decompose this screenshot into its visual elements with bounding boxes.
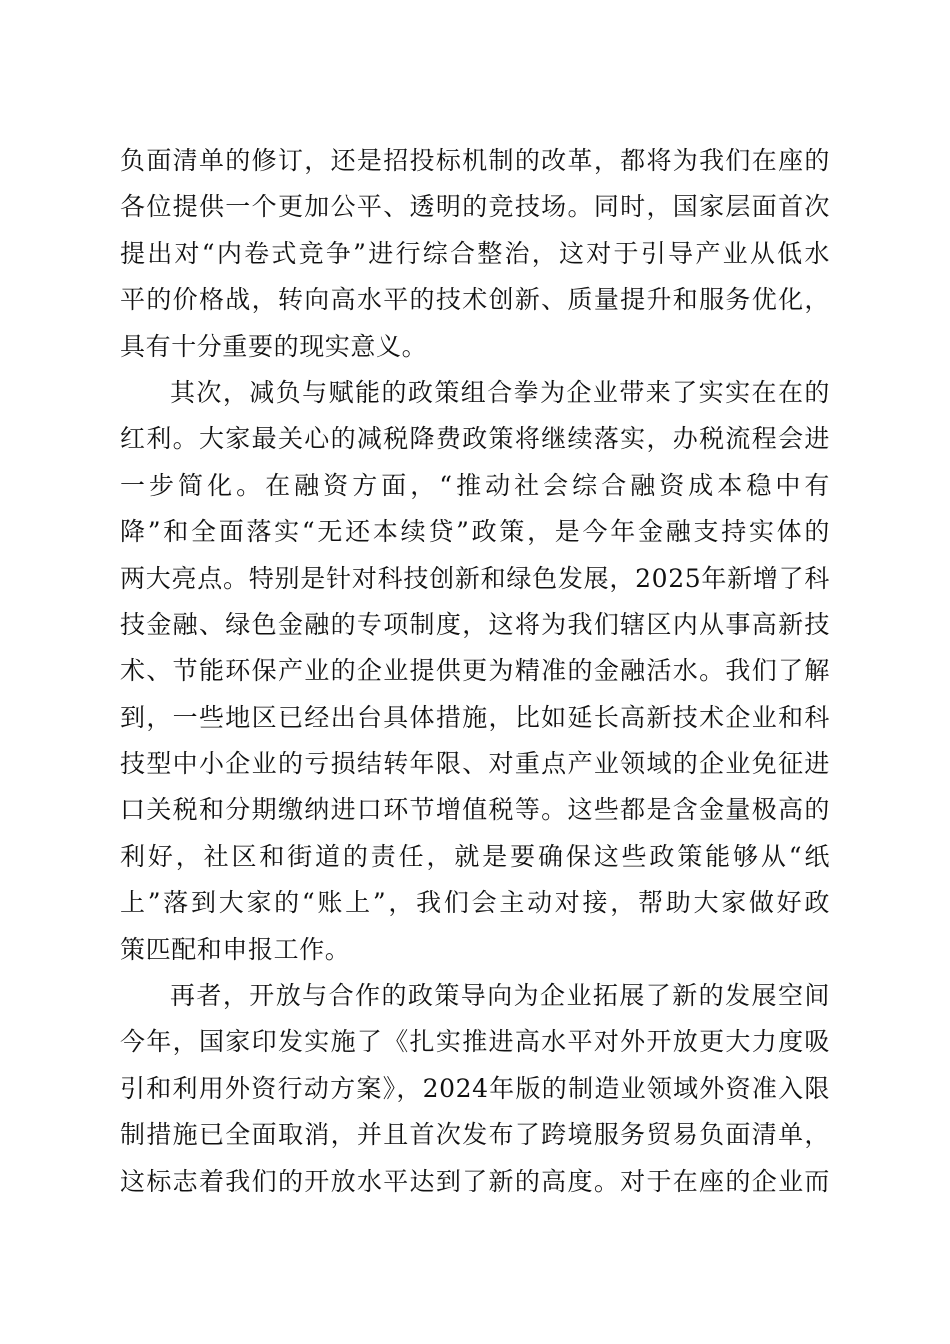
text-line: 口关税和分期缴纳进口环节增值税等。这些都是含金量极高的 <box>120 795 830 825</box>
text-line: 制措施已全面取消，并且首次发布了跨境服务贸易负面清单， <box>120 1120 830 1150</box>
text-line: 引和利用外资行动方案》，2024年版的制造业领域外资准入限 <box>120 1073 830 1103</box>
text-line: 上”落到大家的“账上”，我们会主动对接，帮助大家做好政 <box>120 888 830 918</box>
body-text <box>120 138 830 1205</box>
text-line: 平的价格战，转向高水平的技术创新、质量提升和服务优化， <box>120 285 830 315</box>
text-line: 降”和全面落实“无还本续贷”政策，是今年金融支持实体的 <box>120 517 830 547</box>
text-line: 技金融、绿色金融的专项制度，这将为我们辖区内从事高新技 <box>120 609 830 639</box>
text-line: 具有十分重要的现实意义。 <box>120 331 428 361</box>
text-line: 术、节能环保产业的企业提供更为精准的金融活水。我们了解 <box>120 656 830 686</box>
text-line: 这标志着我们的开放水平达到了新的高度。对于在座的企业而 <box>120 1166 830 1196</box>
text-line: 今年，国家印发实施了《扎实推进高水平对外开放更大力度吸 <box>120 1027 830 1057</box>
text-line: 各位提供一个更加公平、透明的竞技场。同时，国家层面首次 <box>120 192 830 222</box>
text-line: 技型中小企业的亏损结转年限、对重点产业领域的企业免征进 <box>120 749 830 779</box>
paragraph-start-line: 其次，减负与赋能的政策组合拳为企业带来了实实在在的 <box>170 377 830 407</box>
text-line: 提出对“内卷式竞争”进行综合整治，这对于引导产业从低水 <box>120 238 830 268</box>
text-line: 到，一些地区已经出台具体措施，比如延长高新技术企业和科 <box>120 702 830 732</box>
text-line: 负面清单的修订，还是招投标机制的改革，都将为我们在座的 <box>120 146 830 175</box>
paragraph-start-line: 再者，开放与合作的政策导向为企业拓展了新的发展空间 <box>170 981 830 1011</box>
text-line: 两大亮点。特别是针对科技创新和绿色发展，2025年新增了科 <box>120 563 830 593</box>
text-line: 策匹配和申报工作。 <box>120 934 351 964</box>
text-line: 一步简化。在融资方面，“推动社会综合融资成本稳中有 <box>120 470 830 500</box>
text-line: 红利。大家最关心的减税降费政策将继续落实，办税流程会进 <box>120 424 830 454</box>
text-line: 利好，社区和街道的责任，就是要确保这些政策能够从“纸 <box>120 841 830 871</box>
